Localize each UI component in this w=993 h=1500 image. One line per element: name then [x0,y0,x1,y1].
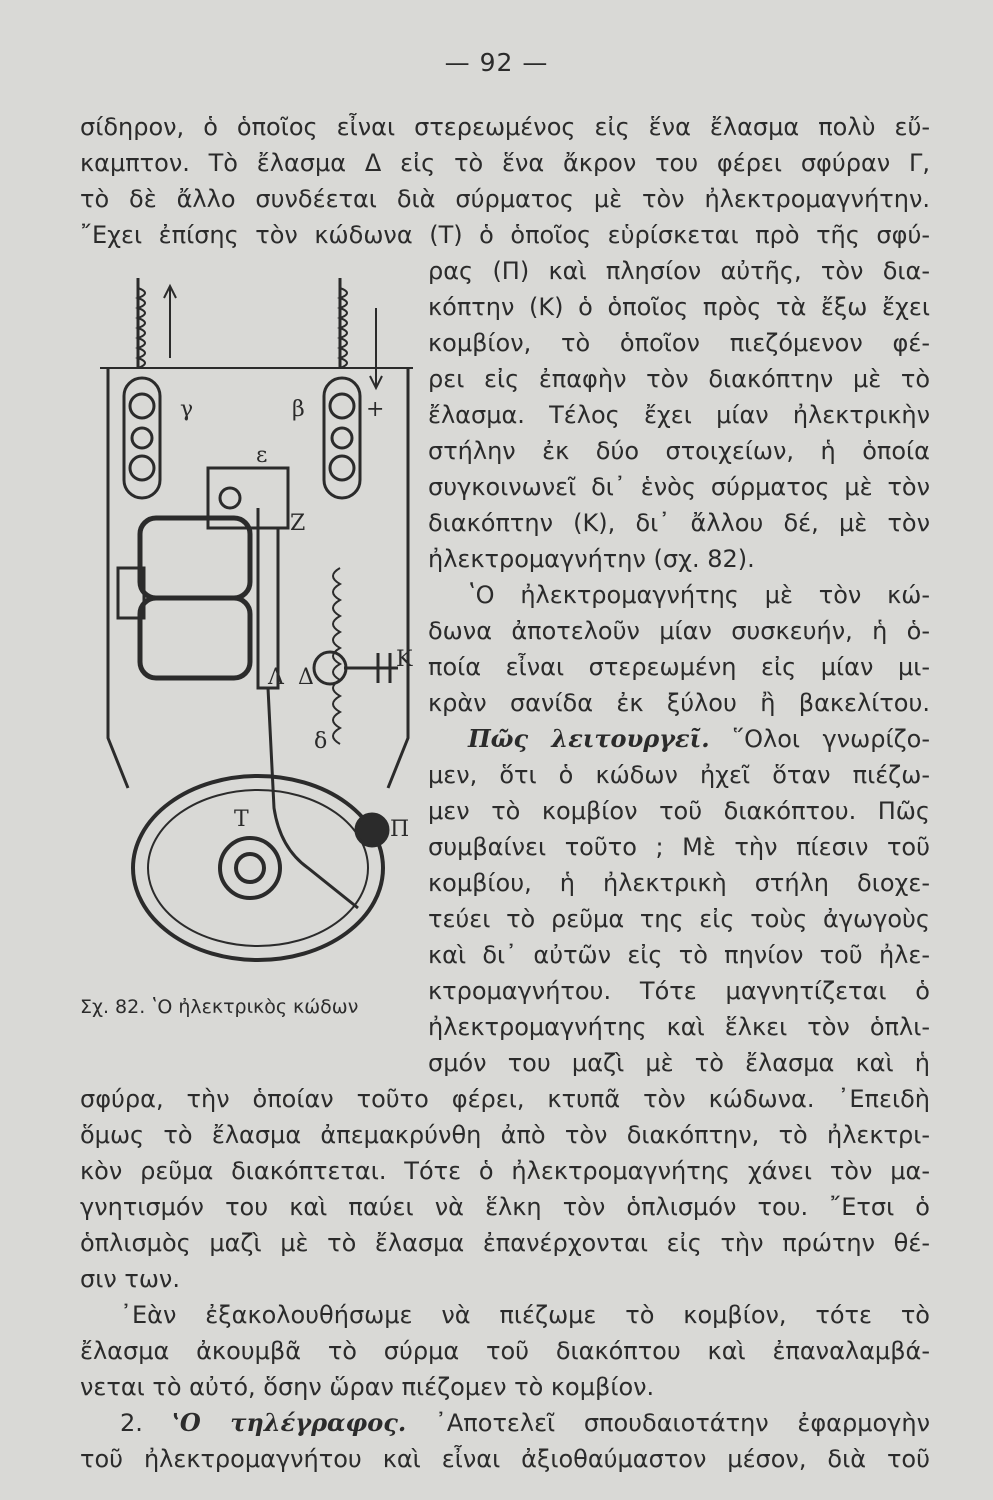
text-line: συμβαίνει τοῦτο ; Μὲ τὴν πίεσιν τοῦ [428,833,930,861]
label-tau: Τ [234,807,249,832]
telegraph-line [80,1408,930,1438]
text-line: κτρομαγνήτου. Τότε μαγνητίζεται ὁ [428,977,930,1005]
text-line: δωνα ἀποτελοῦν μίαν συσκευήν, ἡ ὁ- [428,617,930,645]
text-line: νεται τὸ αὐτό, ὅσην ὥραν πιέζομεν τὸ κομβίον. [80,1373,655,1401]
text-line: ποία εἶναι στερεωμένη εἰς μίαν μι- [428,653,930,681]
label-lambda: Λ [268,665,284,690]
text-line: κομβίον, τὸ ὁποῖον πιεζόμενον φέ- [428,329,930,357]
text-line: καὶ δι᾿ αὐτῶν εἰς τὸ πηνίον τοῦ ἠλε- [428,941,930,969]
text-line: τοῦ ἠλεκτρομαγνήτου καὶ εἶναι ἀξιοθαύμαστον μέσον, διὰ τοῦ [80,1445,930,1473]
text-line: ἠλεκτρομαγνήτην (σχ. 82). [428,545,755,573]
text-line: ἠλεκτρομαγνήτης καὶ ἕλκει τὸν ὁπλι- [428,1013,930,1041]
text-line: σφύρα, τὴν ὁποίαν τοῦτο φέρει, κτυπᾶ τὸν κώδωνα. ᾿Επειδὴ [80,1085,930,1113]
text-line: ὅμως τὸ ἔλασμα ἀπεμακρύνθη ἀπὸ τὸν διακόπτην, τὸ ἠλεκτρι- [80,1121,930,1149]
label-beta: β [292,397,305,422]
text-line: κομβίου, ἡ ἠλεκτρικὴ στήλη διοχε- [428,869,930,897]
text-line: ῎Εχει ἐπίσης τὸν κώδωνα (Τ) ὁ ὁποῖος εὑρίσκεται πρὸ τῆς σφύ- [80,221,930,249]
text-line: συγκοινωνεῖ δι᾿ ἑνὸς σύρματος μὲ τὸν [428,473,930,501]
electric-bell-diagram [78,268,428,988]
text-line: ᾿Εὰν ἐξακολουθήσωμε νὰ πιέζωμε τὸ κομβίον, τότε τὸ [120,1301,930,1329]
how-it-works-text: ῞Ολοι γνωρίζο- [732,725,930,753]
text-line: διακόπτην (Κ), δι᾿ ἄλλου δέ, μὲ τὸν [428,509,930,537]
label-delta-lower: δ [314,729,328,754]
text-line: γνητισμόν του καὶ παύει νὰ ἕλκη τὸν ὁπλισμόν του. ῎Ετσι ὁ [80,1193,930,1221]
label-pi: Π [390,817,410,842]
label-epsilon: ε [256,443,268,468]
label-kappa: Κ [396,647,413,672]
page-number: — 92 — [444,48,549,77]
text-line: σίδηρον, ὁ ὁποῖος εἶναι στερεωμένος εἰς ἕνα ἔλασμα πολὺ εὔ- [80,113,930,141]
text-line: ρας (Π) καὶ πλησίον αὐτῆς, τὸν δια- [428,257,930,285]
electric-bell-figure [78,268,428,988]
telegraph-number: 2. [120,1409,143,1437]
text-line: καμπτον. Τὸ ἔλασμα Δ εἰς τὸ ἕνα ἄκρον του φέρει σφύραν Γ, [80,149,930,177]
label-plus: + [366,397,385,422]
label-gamma: γ [180,397,194,422]
text-line: ἔλασμα. Τέλος ἔχει μίαν ἠλεκτρικὴν [428,401,930,429]
text-line: ρει εἰς ἐπαφὴν τὸν διακόπτην μὲ τὸ [428,365,930,393]
text-line: μεν, ὅτι ὁ κώδων ἠχεῖ ὅταν πιέζω- [428,761,930,789]
text-line: μεν τὸ κομβίον τοῦ διακόπτου. Πῶς [428,797,930,825]
text-line: τεύει τὸ ρεῦμα της εἰς τοὺς ἀγωγοὺς [428,905,930,933]
text-line: κὸν ρεῦμα διακόπτεται. Τότε ὁ ἠλεκτρομαγνήτης χάνει τὸν μα- [80,1157,930,1185]
telegraph-heading: ʽΟ τηλέγραφος. [171,1408,407,1437]
text-line: ἔλασμα ἀκουμβᾶ τὸ σύρμα τοῦ διακόπτου καὶ ἐπαναλαμβά- [80,1337,930,1365]
text-line: ὁπλισμὸς μαζὶ μὲ τὸ ἔλασμα ἐπανέρχονται εἰς τὴν πρώτην θέ- [80,1229,930,1257]
text-line: κρὰν σανίδα ἐκ ξύλου ἢ βακελίτου. [428,689,930,717]
text-line: τὸ δὲ ἄλλο συνδέεται διὰ σύρματος μὲ τὸν ἠλεκτρομαγνήτην. [80,185,930,213]
text-line: σιν των. [80,1265,180,1293]
label-zeta: Ζ [290,511,306,536]
figure-caption: Σχ. 82. ʽΟ ἠλεκτρικὸς κώδων [80,996,359,1018]
how-it-works-line [428,724,930,754]
text-line: κόπτην (Κ) ὁ ὁποῖος πρὸς τὰ ἔξω ἔχει [428,293,930,321]
text-line: ʽΟ ἠλεκτρομαγνήτης μὲ τὸν κώ- [468,581,930,609]
label-delta-upper: Δ [298,665,314,690]
how-it-works-heading: Πῶς λειτουργεῖ. [468,724,710,753]
text-line: σμόν του μαζὶ μὲ τὸ ἔλασμα καὶ ἡ [428,1049,930,1077]
text-line: στήλην ἐκ δύο στοιχείων, ἡ ὁποία [428,437,930,465]
telegraph-text: ᾿Αποτελεῖ σπουδαιοτάτην ἐφαρμογὴν [434,1409,930,1437]
